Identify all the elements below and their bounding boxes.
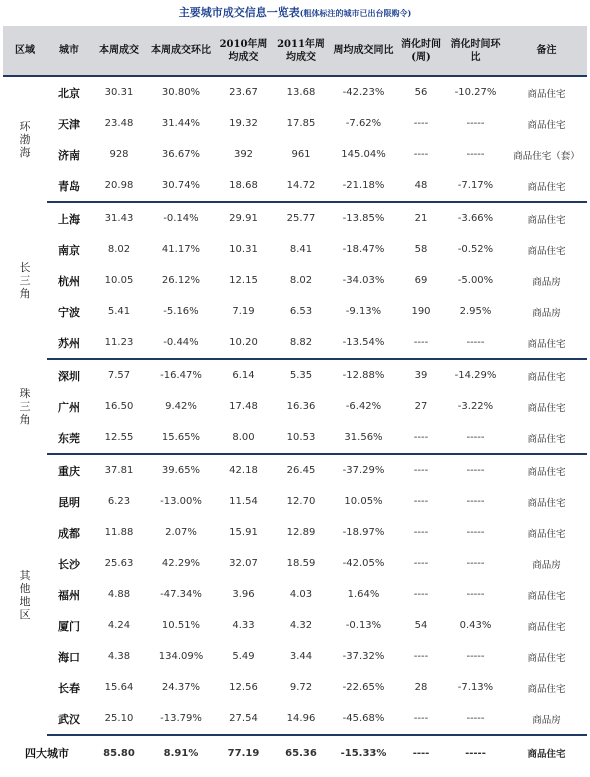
avg-2011-cell: 13.68 <box>286 87 316 98</box>
avg-2011-cell: 12.70 <box>286 496 316 507</box>
weekly-wow-cell: 134.09% <box>158 651 204 662</box>
weekly-deals-cell: 16.50 <box>104 401 134 412</box>
table-row <box>3 202 587 234</box>
absorption-wow-cell: ----- <box>466 496 485 507</box>
avg-2010-cell: 27.54 <box>215 703 272 735</box>
avg-2010-cell: 42.18 <box>229 465 258 476</box>
avg-2011-cell: 26.45 <box>286 465 316 476</box>
weekly-wow-cell: -0.44% <box>147 327 215 359</box>
avg-2011-cell: 8.82 <box>272 327 330 359</box>
city-cell: 海口 <box>58 650 80 664</box>
city-cell: 深圳 <box>58 369 80 383</box>
avg-2011-cell: 961 <box>291 149 311 160</box>
weekly-deals-cell: 8.02 <box>107 244 131 255</box>
title-main: 主要城市成交信息一览表 <box>178 6 300 19</box>
avg-yoy-cell: -34.03% <box>342 275 385 286</box>
total-absorption-wow-cell: ----- <box>465 747 486 759</box>
avg-yoy-cell: -45.68% <box>330 703 397 735</box>
weekly-deals-cell: 10.05 <box>104 275 134 286</box>
absorption-wow-cell: ----- <box>466 651 485 662</box>
remarks-cell: 商品住宅 <box>527 214 566 226</box>
avg-2010-cell: 12.56 <box>229 682 258 693</box>
city-cell: 广州 <box>58 400 80 414</box>
remarks-cell: 商品房 <box>506 703 587 735</box>
weekly-deals-cell: 37.81 <box>104 465 134 476</box>
avg-2011-cell: 4.32 <box>289 620 313 631</box>
absorption-weeks-cell: ---- <box>397 703 445 735</box>
table-row <box>3 76 587 108</box>
remarks-cell: 商品住宅 <box>527 371 566 383</box>
weekly-deals-cell: 5.41 <box>107 306 131 317</box>
avg-2010-cell: 32.07 <box>229 558 258 569</box>
remarks-cell: 商品住宅 <box>527 245 566 257</box>
table-row <box>3 359 587 391</box>
region-cell: 环渤海 <box>19 120 31 159</box>
header-avg-yoy: 周均成交同比 <box>330 26 397 76</box>
city-cell: 昆明 <box>58 495 80 509</box>
table-row <box>3 548 587 579</box>
city-cell: 武汉 <box>47 703 91 735</box>
avg-yoy-cell: 145.04% <box>341 149 386 160</box>
header-region: 区域 <box>3 26 47 76</box>
weekly-wow-cell: 24.37% <box>161 682 201 693</box>
avg-yoy-cell: -6.42% <box>345 401 382 412</box>
absorption-weeks-cell: ---- <box>413 651 429 662</box>
absorption-weeks-cell: 56 <box>414 87 428 98</box>
avg-yoy-cell: -0.13% <box>345 620 382 631</box>
region-cell: 长三角 <box>19 261 31 300</box>
weekly-deals-cell: 25.63 <box>104 558 134 569</box>
avg-2010-cell: 3.96 <box>232 589 255 600</box>
avg-2010-cell: 7.19 <box>232 306 255 317</box>
table-title <box>0 4 590 20</box>
table-row <box>3 170 587 202</box>
avg-2010-cell: 18.68 <box>215 170 272 202</box>
absorption-wow-cell: -7.13% <box>457 682 494 693</box>
city-deals-table <box>3 26 587 770</box>
avg-yoy-cell: -9.13% <box>345 306 382 317</box>
absorption-wow-cell: ----- <box>466 465 485 476</box>
city-cell: 上海 <box>58 212 80 226</box>
table-row <box>3 579 587 610</box>
city-cell: 北京 <box>58 86 80 100</box>
total-weekly-deals-cell: 85.80 <box>103 747 135 759</box>
weekly-wow-cell: 30.74% <box>147 170 215 202</box>
table-body <box>3 76 587 770</box>
weekly-deals-cell: 11.23 <box>91 327 147 359</box>
absorption-weeks-cell: 39 <box>414 370 428 381</box>
avg-2011-cell: 12.89 <box>286 527 316 538</box>
weekly-deals-cell: 6.23 <box>107 496 131 507</box>
weekly-wow-cell: 26.12% <box>161 275 201 286</box>
weekly-deals-cell: 12.55 <box>91 422 147 454</box>
remarks-cell: 商品住宅 <box>527 497 566 509</box>
city-cell: 长沙 <box>58 557 80 571</box>
remarks-cell: 商品住宅 <box>506 327 587 359</box>
header-city: 城市 <box>47 26 91 76</box>
city-cell: 宁波 <box>58 305 80 319</box>
avg-2011-cell: 8.02 <box>289 275 313 286</box>
avg-yoy-cell: 1.64% <box>347 589 380 600</box>
weekly-deals-cell: 7.57 <box>107 370 131 381</box>
table-row <box>3 454 587 486</box>
avg-2010-cell: 17.48 <box>229 401 258 412</box>
avg-yoy-cell: -13.85% <box>342 213 385 224</box>
table-row <box>3 234 587 265</box>
weekly-wow-cell: 15.65% <box>147 422 215 454</box>
remarks-cell: 商品住宅 <box>527 119 566 131</box>
weekly-wow-cell: 41.17% <box>161 244 201 255</box>
absorption-weeks-cell: 28 <box>414 682 428 693</box>
city-cell: 成都 <box>58 526 80 540</box>
table-row <box>3 422 587 454</box>
weekly-deals-cell: 11.88 <box>104 527 134 538</box>
weekly-wow-cell: -5.16% <box>163 306 199 317</box>
absorption-weeks-cell: 190 <box>411 306 431 317</box>
region-cell: 珠三角 <box>19 387 31 426</box>
weekly-deals-cell: 20.98 <box>91 170 147 202</box>
avg-2011-cell: 8.41 <box>289 244 313 255</box>
weekly-wow-cell: -47.34% <box>160 589 202 600</box>
avg-2011-cell: 9.72 <box>289 682 313 693</box>
avg-2010-cell: 5.49 <box>232 651 255 662</box>
total-avg-yoy-cell: -15.33% <box>340 747 387 759</box>
absorption-weeks-cell: ---- <box>413 465 429 476</box>
weekly-wow-cell: 10.51% <box>161 620 201 631</box>
city-cell: 杭州 <box>58 274 80 288</box>
table-row <box>3 391 587 422</box>
weekly-wow-cell: -13.79% <box>147 703 215 735</box>
avg-2011-cell: 4.03 <box>289 589 313 600</box>
absorption-weeks-cell: ---- <box>397 327 445 359</box>
weekly-wow-cell: 2.07% <box>165 527 197 538</box>
absorption-weeks-cell: ---- <box>413 558 429 569</box>
remarks-cell: 商品房 <box>532 307 561 319</box>
absorption-wow-cell: -3.66% <box>457 213 494 224</box>
avg-yoy-cell: 31.56% <box>330 422 397 454</box>
city-cell: 东莞 <box>47 422 91 454</box>
total-remarks-cell: 商品住宅 <box>527 749 566 760</box>
remarks-cell: 商品住宅（套） <box>513 150 580 162</box>
absorption-weeks-cell: 27 <box>414 401 428 412</box>
weekly-deals-cell: 25.10 <box>91 703 147 735</box>
weekly-deals-cell: 23.48 <box>104 118 134 129</box>
city-cell: 长春 <box>58 681 80 695</box>
avg-2010-cell: 10.31 <box>229 244 258 255</box>
avg-yoy-cell: -42.05% <box>342 558 385 569</box>
total-weekly-wow-cell: 8.91% <box>163 747 199 759</box>
header-absorption-wow: 消化时间环比 <box>445 26 506 76</box>
title-note: (粗体标注的城市已出台限购令) <box>299 8 412 18</box>
weekly-wow-cell: -0.14% <box>163 213 199 224</box>
weekly-deals-cell: 31.43 <box>104 213 134 224</box>
city-cell: 南京 <box>58 243 80 257</box>
weekly-wow-cell: -16.47% <box>160 370 202 381</box>
table-row <box>3 108 587 139</box>
header-remarks: 备注 <box>506 26 587 76</box>
avg-2011-cell: 10.53 <box>272 422 330 454</box>
absorption-weeks-cell: 48 <box>397 170 445 202</box>
table-row <box>3 296 587 327</box>
avg-yoy-cell: -21.18% <box>330 170 397 202</box>
absorption-weeks-cell: 54 <box>414 620 428 631</box>
table-row <box>3 641 587 672</box>
avg-yoy-cell: -22.65% <box>342 682 385 693</box>
avg-2011-cell: 3.44 <box>289 651 313 662</box>
total-avg-2010-cell: 77.19 <box>227 747 260 759</box>
table-row <box>3 610 587 641</box>
absorption-wow-cell: ----- <box>466 149 485 160</box>
absorption-weeks-cell: 58 <box>414 244 428 255</box>
remarks-cell: 商品房 <box>532 559 561 571</box>
absorption-wow-cell: ----- <box>445 327 506 359</box>
absorption-wow-cell: ----- <box>445 422 506 454</box>
header-avg-2011: 2011年周均成交 <box>272 26 330 76</box>
remarks-cell: 商品住宅 <box>527 652 566 664</box>
table-row <box>3 265 587 296</box>
absorption-wow-cell: -7.17% <box>445 170 506 202</box>
avg-2011-cell: 5.35 <box>289 370 313 381</box>
absorption-wow-cell: ----- <box>466 558 485 569</box>
total-absorption-weeks-cell: ---- <box>412 747 430 759</box>
avg-2010-cell: 8.00 <box>215 422 272 454</box>
weekly-deals-cell: 15.64 <box>104 682 134 693</box>
avg-2010-cell: 6.14 <box>232 370 255 381</box>
avg-2011-cell: 16.36 <box>286 401 316 412</box>
table-row <box>3 327 587 359</box>
absorption-wow-cell: ----- <box>466 118 485 129</box>
absorption-weeks-cell: 69 <box>414 275 428 286</box>
header-avg-2010: 2010年周均成交 <box>215 26 272 76</box>
absorption-wow-cell: ----- <box>445 703 506 735</box>
city-cell: 厦门 <box>58 619 80 633</box>
avg-2010-cell: 23.67 <box>229 87 258 98</box>
remarks-cell: 商品住宅 <box>506 170 587 202</box>
absorption-weeks-cell: ---- <box>413 527 429 538</box>
avg-yoy-cell: -37.32% <box>342 651 385 662</box>
absorption-weeks-cell: ---- <box>413 589 429 600</box>
avg-2011-cell: 14.96 <box>272 703 330 735</box>
absorption-weeks-cell: ---- <box>397 422 445 454</box>
avg-2010-cell: 12.15 <box>229 275 258 286</box>
avg-2010-cell: 19.32 <box>229 118 258 129</box>
avg-yoy-cell: -18.47% <box>342 244 385 255</box>
remarks-cell: 商品住宅 <box>527 402 566 414</box>
weekly-wow-cell: 31.44% <box>161 118 201 129</box>
avg-2011-cell: 25.77 <box>286 213 316 224</box>
absorption-wow-cell: ----- <box>466 527 485 538</box>
avg-2011-cell: 17.85 <box>286 118 316 129</box>
city-cell: 重庆 <box>58 464 80 478</box>
absorption-weeks-cell: ---- <box>413 496 429 507</box>
city-cell: 苏州 <box>47 327 91 359</box>
avg-2011-cell: 18.59 <box>286 558 316 569</box>
avg-2010-cell: 15.91 <box>229 527 258 538</box>
absorption-wow-cell: -5.00% <box>457 275 494 286</box>
remarks-cell: 商品住宅 <box>527 621 566 633</box>
avg-2011-cell: 14.72 <box>272 170 330 202</box>
avg-yoy-cell: 10.05% <box>344 496 383 507</box>
weekly-wow-cell: 42.29% <box>161 558 201 569</box>
city-cell: 天津 <box>58 117 80 131</box>
absorption-wow-cell: ----- <box>466 589 485 600</box>
avg-2011-cell: 6.53 <box>289 306 313 317</box>
weekly-deals-cell: 4.24 <box>107 620 131 631</box>
remarks-cell: 商品住宅 <box>527 88 566 100</box>
table-row <box>3 517 587 548</box>
absorption-weeks-cell: ---- <box>413 118 429 129</box>
header-weekly-wow: 本周成交环比 <box>147 26 215 76</box>
header-absorption-weeks: 消化时间(周) <box>397 26 445 76</box>
avg-yoy-cell: -7.62% <box>345 118 382 129</box>
city-cell: 济南 <box>58 148 80 162</box>
weekly-wow-cell: 39.65% <box>161 465 201 476</box>
avg-2010-cell: 11.54 <box>229 496 258 507</box>
weekly-deals-cell: 30.31 <box>104 87 134 98</box>
remarks-cell: 商品住宅 <box>527 466 566 478</box>
weekly-deals-cell: 4.38 <box>107 651 131 662</box>
remarks-cell: 商品住宅 <box>527 528 566 540</box>
weekly-wow-cell: 9.42% <box>165 401 197 412</box>
table-row <box>3 703 587 735</box>
header-weekly-deals: 本周成交 <box>91 26 147 76</box>
remarks-cell: 商品住宅 <box>527 683 566 695</box>
table-row <box>3 486 587 517</box>
avg-2010-cell: 29.91 <box>229 213 258 224</box>
weekly-wow-cell: -13.00% <box>160 496 202 507</box>
total-row <box>3 735 587 770</box>
total-avg-2011-cell: 65.36 <box>285 747 317 759</box>
header-row <box>3 26 587 76</box>
absorption-wow-cell: -0.52% <box>457 244 494 255</box>
remarks-cell: 商品房 <box>532 276 561 288</box>
absorption-weeks-cell: 21 <box>414 213 428 224</box>
weekly-wow-cell: 36.67% <box>161 149 201 160</box>
city-cell: 福州 <box>58 588 80 602</box>
avg-yoy-cell: -18.97% <box>342 527 385 538</box>
weekly-deals-cell: 928 <box>109 149 129 160</box>
avg-yoy-cell: -37.29% <box>342 465 385 476</box>
city-cell: 青岛 <box>47 170 91 202</box>
avg-2010-cell: 10.20 <box>215 327 272 359</box>
weekly-deals-cell: 4.88 <box>107 589 131 600</box>
absorption-wow-cell: -10.27% <box>454 87 497 98</box>
absorption-wow-cell: 2.95% <box>459 306 492 317</box>
absorption-wow-cell: 0.43% <box>459 620 492 631</box>
avg-2010-cell: 4.33 <box>232 620 255 631</box>
absorption-wow-cell: -14.29% <box>454 370 497 381</box>
absorption-wow-cell: -3.22% <box>457 401 494 412</box>
table-row <box>3 139 587 170</box>
table-row <box>3 672 587 703</box>
avg-yoy-cell: -42.23% <box>342 87 385 98</box>
region-cell: 其他地区 <box>19 568 31 621</box>
avg-yoy-cell: -12.88% <box>342 370 385 381</box>
remarks-cell: 商品住宅 <box>527 590 566 602</box>
avg-2010-cell: 392 <box>233 149 254 160</box>
absorption-weeks-cell: ---- <box>413 149 429 160</box>
weekly-wow-cell: 30.80% <box>161 87 201 98</box>
remarks-cell: 商品住宅 <box>506 422 587 454</box>
total-label: 四大城市 <box>25 747 69 760</box>
avg-yoy-cell: -13.54% <box>330 327 397 359</box>
